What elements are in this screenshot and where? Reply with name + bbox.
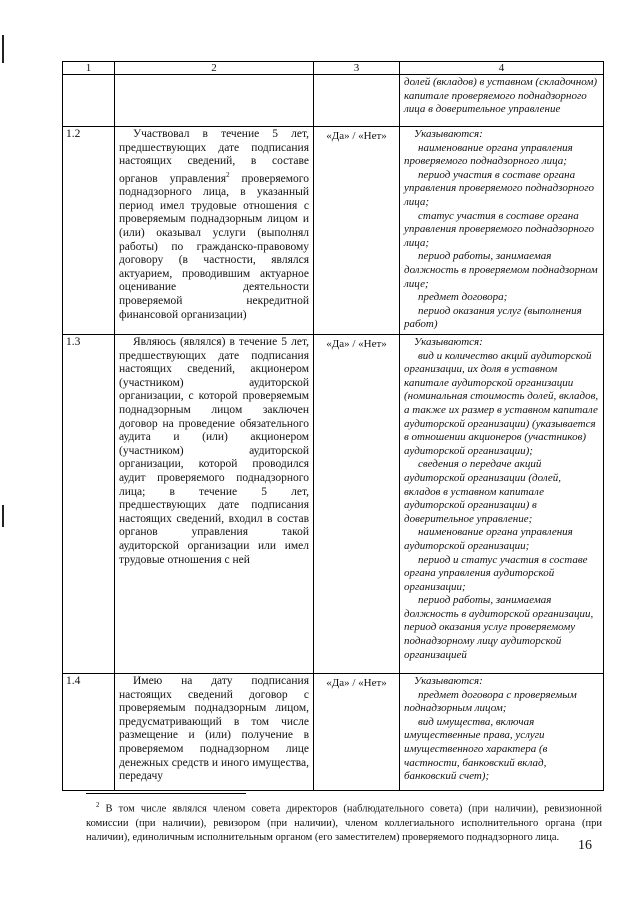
row-answer: «Да» / «Нет»: [314, 127, 400, 335]
row-answer: «Да» / «Нет»: [314, 674, 400, 791]
row-notes: Указываются: наименование органа управления проверяемого поднадзорного лица; период участия в составе органа управления проверяемого поднадзорного лица; статус участия в составе органа управления проверяемого поднадзорного лица; период работы, занимаемая должность в проверяемом поднадзорном лице; предмет договора; период оказания услуг (выполнения работ): [400, 127, 604, 335]
row-notes: Указываются: вид и количество акций аудиторской организации, их доля в уставном капитале аудиторской организации (номинальная стоимость долей, вкладов, а также их размер в уставном капитале аудиторской организации) (указывается в отношении акционеров (участников) аудиторской организации); сведения о передаче акций аудиторской организации (долей, вкладов в уставном капитале аудиторской организации) в доверительное управление; наименование органа управления аудиторской организации; период и статус участия в составе органа управления аудиторской организации; период работы, занимаемая должность в аудиторской организации, период оказания услуг проверяемому поднадзорному лицу аудиторской организацией: [400, 335, 604, 674]
footnote-ref: 2: [226, 170, 230, 179]
table-row: [63, 335, 604, 674]
header-col-1: 1: [63, 62, 115, 75]
row-number: 1.4: [63, 674, 115, 791]
table-row-continuation: [63, 75, 604, 127]
table-row: [63, 127, 604, 335]
row-description: Являюсь (являлся) в течение 5 лет, предшествующих дате подписания настоящих сведений, акционером (участником) аудиторской организации, с которой проверяемым поднадзорным лицом заключен договор на проведение обязательного аудита и (или) акционером (участником) аудиторской организации, которой проводился аудит проверяемого поднадзорного лица; в течение 5 лет, предшествующих дате подписания настоящих сведений, входил в состав органов управления такой аудиторской организации или имел трудовые отношения с ней: [115, 335, 314, 674]
header-col-3: 3: [314, 62, 400, 75]
header-col-2: 2: [115, 62, 314, 75]
row-number: 1.3: [63, 335, 115, 674]
table-header-row: [63, 62, 604, 75]
row-answer: «Да» / «Нет»: [314, 335, 400, 674]
row-number: 1.2: [63, 127, 115, 335]
table-row: [63, 674, 604, 791]
binding-mark-top: [2, 35, 4, 63]
footnote: $^2$ В том числе являлся членом совета директоров (наблюдательного совета) (при наличии), ревизионной комиссии (при наличии), ревизором (при наличии), членом коллегиального исполнительного органа (при наличии), единоличным исполнительным органом (его заместителем) проверяемого поднадзорного лица.: [86, 801, 602, 844]
header-col-4: 4: [400, 62, 604, 75]
row-description: Участвовал в течение 5 лет, предшествующих дате подписания настоящих сведений, в составе органов управления$^2$ проверяемого поднадзорного лица, в указанный период имел трудовые отношения с проверяемым поднадзорным лицом и (или) оказывал услуги (выполнял работы) по гражданско-правовому договору (в частности, являлся актуарием, проводившим актуарное оценивание деятельности проверяемой некредитной финансовой организации): [115, 127, 314, 335]
footnote-marker: 2: [96, 801, 100, 809]
footnote-separator: [86, 793, 246, 794]
criteria-table: [62, 61, 604, 791]
row-continuation-note: долей (вкладов) в уставном (складочном) капитале проверяемого поднадзорного лица в доверительное управление: [400, 75, 604, 127]
page-number: 16: [578, 838, 592, 853]
row-description: Имею на дату подписания настоящих сведений договор с проверяемым поднадзорным лицом, предусматривающий в том числе размещение и (или) получение в проверяемом поднадзорном лице денежных средств и иного имущества, передачу: [115, 674, 314, 791]
binding-mark-middle: [2, 505, 4, 527]
row-notes: Указываются: предмет договора с проверяемым поднадзорным лицом; вид имущества, включая имущественные права, услуги имущественного характера (в частности, банковский вклад, банковский счет);: [400, 674, 604, 791]
